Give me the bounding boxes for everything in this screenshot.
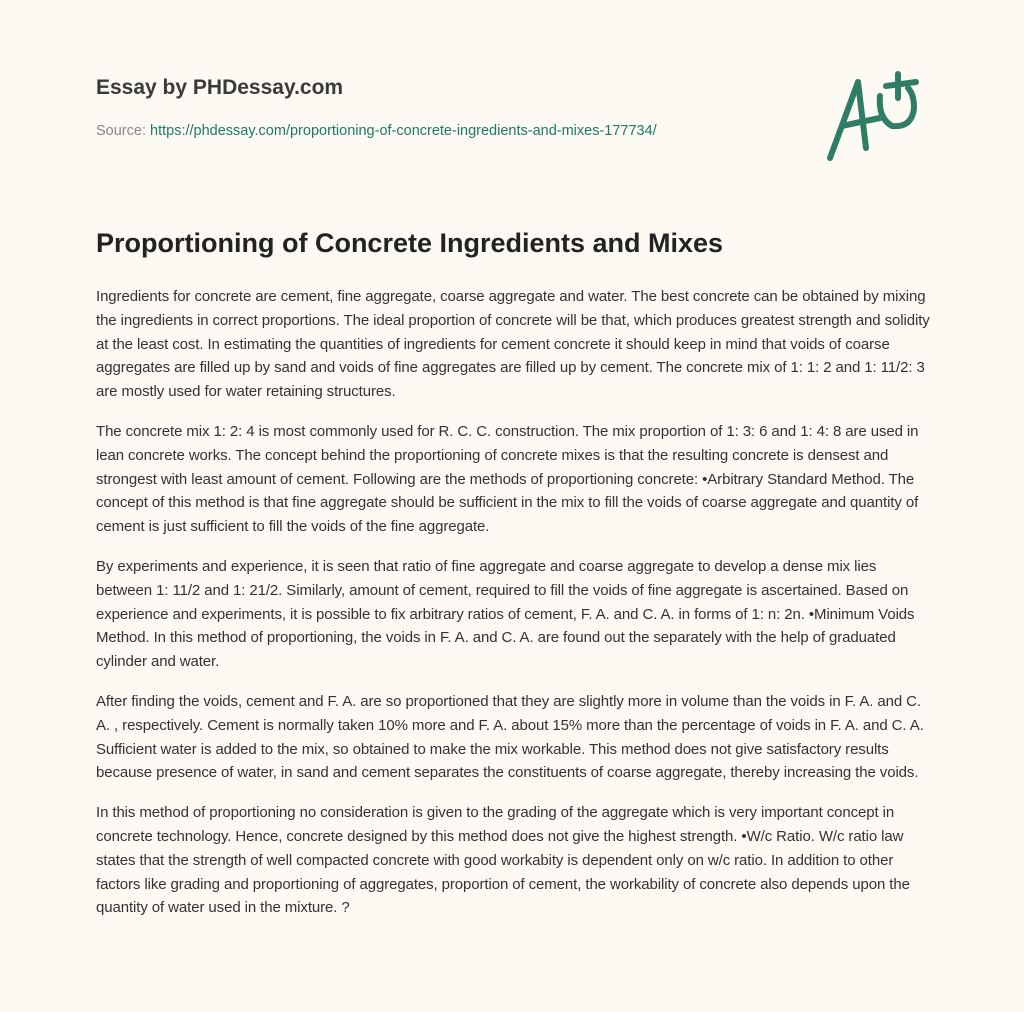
source-label: Source: bbox=[96, 123, 146, 139]
paragraph: After finding the voids, cement and F. A. are so proportioned that they are slightly more in volume than the voids in F. A. and C. A. , respectively. Cement is normally taken 10% more and F. A. about 15% more than the percentage of voids in F. A. and C. A. Sufficient water is added to the mix, so obtained to make the mix workable. This method does not give satisfactory results because presence of water, in sand and cement separates the constituents of coarse aggregate, thereby increasing the voids. bbox=[96, 692, 924, 782]
paragraph: By experiments and experience, it is seen that ratio of fine aggregate and coarse aggregate to develop a dense mix lies between 1: 11/2 and 1: 21/2. Similarly, amount of cement, required to fill the voids of fine aggregate is ascertained. Based on experience and experiments, it is possible to fix arbitrary ratios of cement, F. A. and C. A. in forms of 1: n: 2n. •Minimum Voids Method. In this method of proportioning, the voids in F. A. and C. A. are found out the separately with the help of graduated cylinder and water. bbox=[96, 557, 915, 671]
site-title: Essay by PHDessay.com bbox=[96, 76, 344, 99]
article-title: Proportioning of Concrete Ingredients and Mixes bbox=[96, 228, 724, 258]
article-body bbox=[96, 285, 931, 936]
a-plus-logo-icon bbox=[820, 68, 930, 164]
paragraph: The concrete mix 1: 2: 4 is most commonly used for R. C. C. construction. The mix proportion of 1: 3: 6 and 1: 4: 8 are used in lean concrete works. The concept behind the proportioning of concrete mixes is that the resulting concrete is densest and strongest with least amount of cement. Following are the methods of proportioning concrete: •Arbitrary Standard Method. The concept of this method is that fine aggregate should be sufficient in the mix to fill the voids of coarse aggregate and quantity of cement is just sufficient to fill the voids of the fine aggregate. bbox=[96, 422, 919, 536]
source-link[interactable]: https://phdessay.com/proportioning-of-concrete-ingredients-and-mixes-177734/ bbox=[150, 123, 657, 139]
source-line bbox=[96, 123, 657, 139]
paragraph: In this method of proportioning no consideration is given to the grading of the aggregate which is very important concept in concrete technology. Hence, concrete designed by this method does not give the highest strength. •W/c Ratio. W/c ratio law states that the strength of well compacted concrete with good workabity is dependent only on w/c ratio. In addition to other factors like grading and proportioning of aggregates, proportion of cement, the workability of concrete also depends upon the quantity of water used in the mixture. ? bbox=[96, 804, 910, 917]
paragraph: Ingredients for concrete are cement, fine aggregate, coarse aggregate and water. The best concrete can be obtained by mixing the ingredients in correct proportions. The ideal proportion of concrete will be that, which produces greatest strength and solidity at the least cost. In estimating the quantities of ingredients for cement concrete it should keep in mind that voids of coarse aggregates are filled up by sand and voids of fine aggregates are filled up by cement. The concrete mix of 1: 1: 2 and 1: 11/2: 3 are mostly used for water retaining structures. bbox=[96, 288, 930, 401]
page-header bbox=[0, 0, 1024, 200]
